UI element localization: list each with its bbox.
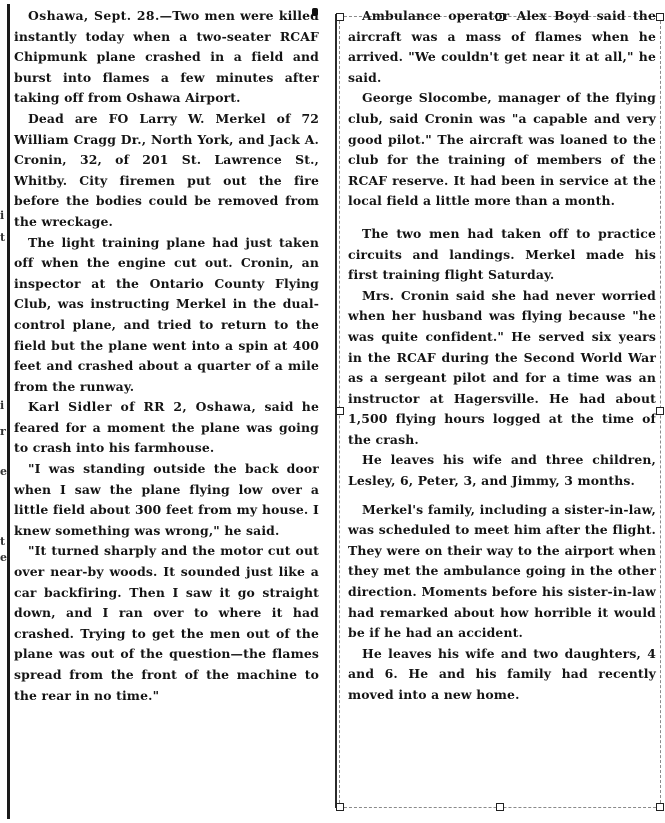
- witness-text: said he feared for a moment the plane was going to crash into his farmhouse.: [14, 399, 319, 456]
- article-paragraph: He leaves his wife and two daughters, 4 and 6. He and his family had recently moved into a new home.: [348, 645, 656, 702]
- article-paragraph: Dead are FO Larry W. Merkel of 72 William Cragg Dr., North York, and Jack A. Cronin, 32, of 201 St. Lawrence St., Whitby. City firemen put out the fire before the bodies could be removed from the wreckage.: [14, 110, 319, 229]
- edge-character: r: [0, 425, 6, 438]
- dateline: Oshawa, Sept. 28.: [28, 8, 160, 23]
- article-paragraph: George Slocombe, manager of the flying club, said Cronin was "a capable and very good pilot." The aircraft was loaned to the club for the training of members of the RCAF reserve. It had been in service at the local field a little more than a month.: [348, 90, 656, 209]
- witness-name: Karl Sidler of RR 2, Oshawa,: [28, 399, 257, 415]
- article-paragraph: Ambulance operator Alex Boyd said the aircraft was a mass of flames when he arrived. "We couldn't get near it at all," he said.: [348, 8, 656, 85]
- resize-handle-left[interactable]: [336, 407, 344, 415]
- article-paragraph: The light training plane had just taken off when the engine cut out. Cronin, an inspector at the Ontario County Flying Club, was instructing Merkel in the dual-control plane, and tried to return to the field but the plane went into a spin at 400 feet and crashed about a quarter of a mile from the runway.: [14, 234, 319, 394]
- lead-paragraph: [14, 6, 319, 109]
- article-paragraph: He leaves his wife and three children, Lesley, 6, Peter, 3, and Jimmy, 3 months.: [348, 452, 656, 489]
- resize-handle-bottom-right[interactable]: [656, 803, 664, 811]
- quote-paragraph: "I was standing outside the back door when I saw the plane flying low over a little field about 300 feet from my house. I knew something was wrong," he said.: [14, 461, 319, 538]
- left-column-rule: [7, 4, 10, 819]
- witness-paragraph: [14, 397, 319, 459]
- lead-text: —Two men were killed instantly today when a two-seater RCAF Chipmunk plane crashed in a field and burst into flames a few minutes after taking off from Oshawa Airport.: [14, 8, 319, 106]
- edge-character: i: [0, 209, 5, 222]
- resize-handle-bottom-left[interactable]: [336, 803, 344, 811]
- edge-character: i: [0, 399, 5, 412]
- article-paragraph: The two men had taken off to practice circuits and landings. Merkel made his first training flight Saturday.: [348, 225, 656, 283]
- edge-character: e: [0, 465, 7, 478]
- resize-handle-right[interactable]: [656, 407, 664, 415]
- article-paragraph: Merkel's family, including a sister-in-law, was scheduled to meet him after the flight. They were on their way to the airport when they met the ambulance going in the other direction. Moments before his sister-in-law had remarked about how horrible it would be if he had an accident.: [348, 501, 656, 641]
- edge-character: t: [0, 535, 6, 548]
- quote-paragraph: "It turned sharply and the motor cut out over near-by woods. It sounded just like a car backfiring. Then I saw it go straight down, and I ran over to where it had crashed. Trying to get the men out of the plane was out of the question—the flames spread from the front of the machine to the rear in no time.": [14, 543, 319, 703]
- resize-handle-top-left[interactable]: [336, 13, 344, 21]
- edge-character: e: [0, 551, 7, 564]
- right-article-column: [348, 6, 656, 706]
- article-paragraph: Mrs. Cronin said she had never worried when her husband was flying because "he was quite confident." He served six years in the RCAF during the Second World War as a sergeant pilot and for a time was an instructor at Hagersville. He had about 1,500 flying hours logged at the time of the crash.: [348, 287, 656, 447]
- left-article-column: [14, 6, 319, 706]
- resize-handle-top-right[interactable]: [656, 13, 664, 21]
- resize-handle-bottom[interactable]: [496, 803, 504, 811]
- edge-character: t: [0, 231, 6, 244]
